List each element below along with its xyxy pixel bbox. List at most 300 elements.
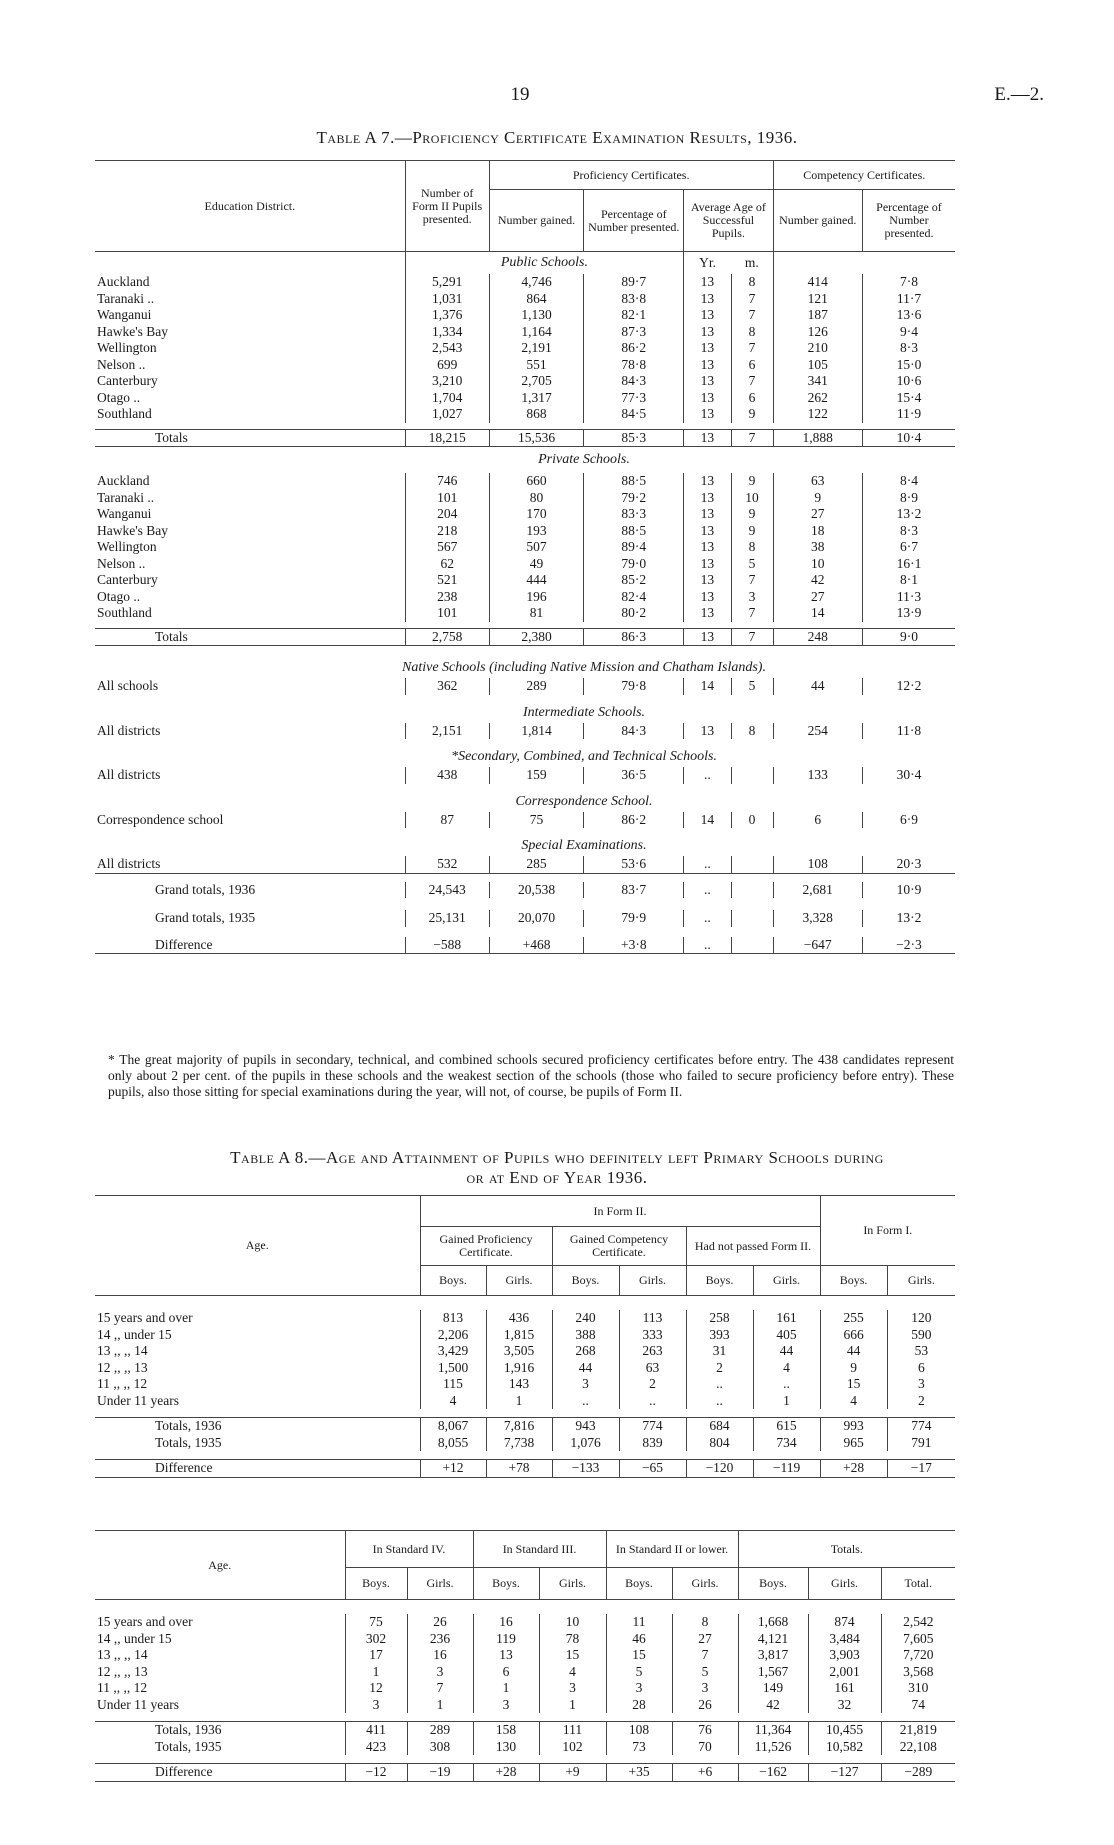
section-heading-row: [95, 252, 955, 275]
cell-value: 13: [684, 589, 731, 606]
cell-value: 2: [686, 1360, 753, 1377]
cell-value: 248: [773, 628, 862, 646]
cell-value: 13: [684, 291, 731, 308]
cell-value: 81: [489, 605, 584, 622]
cell-value: 53·6: [584, 856, 684, 873]
cell-value: 3: [552, 1376, 619, 1393]
cell-value: 258: [686, 1310, 753, 1327]
cell-value: 88·5: [584, 523, 684, 540]
cell-value: 84·5: [584, 406, 684, 423]
cell-value: 13: [684, 473, 731, 490]
cell-value: 1: [407, 1697, 473, 1714]
cell-value: 7: [731, 340, 773, 357]
table-row: [95, 605, 955, 622]
cell-value: 3,903: [808, 1647, 881, 1664]
cell-value: 210: [773, 340, 862, 357]
cell-value: 3,328: [773, 910, 862, 927]
cell-value: 44: [753, 1343, 820, 1360]
cell-value: 7: [407, 1680, 473, 1697]
cell-value: +78: [486, 1460, 552, 1478]
row-label: All districts: [97, 722, 161, 738]
totals-1935-row: [95, 1435, 955, 1452]
grp-gained-proficiency: Gained Proficiency Certificate.: [420, 1227, 552, 1266]
cell-value: 14: [684, 678, 731, 695]
difference-row: [95, 937, 955, 954]
cell-value: −133: [552, 1460, 619, 1478]
cell-value: −162: [738, 1764, 808, 1782]
cell-value: 102: [539, 1739, 606, 1756]
cell-value: 25,131: [405, 910, 489, 927]
special-row: [95, 856, 955, 873]
hdr-girls: Girls.: [753, 1266, 820, 1296]
cell-value: 1,027: [405, 406, 489, 423]
cell-value: 13: [684, 523, 731, 540]
cell-value: 108: [606, 1722, 672, 1739]
cell-value: 28: [606, 1697, 672, 1714]
cell-value: 2,380: [489, 628, 584, 646]
cell-value: 1: [753, 1393, 820, 1410]
cell-value: 13: [684, 324, 731, 341]
section-heading: Private Schools.: [538, 452, 630, 467]
hdr-boys: Boys.: [345, 1568, 407, 1600]
row-label: Otago ..: [97, 588, 141, 604]
row-label: 11 ,, ,, 12: [97, 1376, 148, 1391]
row-label: Totals, 1936: [95, 1418, 420, 1435]
cell-value: 27: [773, 589, 862, 606]
cell-value: 1,814: [489, 723, 584, 740]
spacer-cell: [95, 898, 955, 910]
cell-value: 943: [552, 1418, 619, 1435]
hdr-boys: Boys.: [820, 1266, 887, 1296]
table-row: [95, 539, 955, 556]
hdr-girls: Girls.: [619, 1266, 686, 1296]
col-presented: Number of Form II Pupils presented.: [405, 161, 489, 252]
table-row: [95, 1310, 955, 1327]
cell-value: 839: [619, 1435, 686, 1452]
age-unit-year: Yr.: [684, 252, 731, 275]
spacer-cell: [95, 828, 955, 836]
table-row: [95, 572, 955, 589]
spacer-cell: [95, 1451, 955, 1460]
totals-1935-row: [95, 1739, 955, 1756]
totals-row: [95, 429, 955, 447]
cell-value: 7·8: [862, 274, 955, 291]
table-row: [95, 1631, 955, 1648]
cell-value: 4,121: [738, 1631, 808, 1648]
spacer-cell: [95, 1755, 955, 1764]
cell-value: 12: [345, 1680, 407, 1697]
hdr-girls: Girls.: [539, 1568, 606, 1600]
table-row: [95, 390, 955, 407]
cell-value: −647: [773, 937, 862, 954]
table-a8-title-line2: or at End of Year 1936.: [466, 1168, 648, 1187]
cell-value: 9: [773, 490, 862, 507]
cell-value: 88·5: [584, 473, 684, 490]
cell-value: 26: [407, 1614, 473, 1631]
row-label: All schools: [97, 678, 159, 693]
row-label: Auckland: [97, 473, 150, 488]
hdr-boys: Boys.: [473, 1568, 539, 1600]
cell-value: 7: [731, 628, 773, 646]
col-p-gained: Number gained.: [489, 190, 584, 252]
table-row: [95, 340, 955, 357]
cell-value: 289: [489, 678, 584, 695]
cell-value: 84·3: [584, 723, 684, 740]
cell-value: 79·8: [584, 678, 684, 695]
cell-value: 20,538: [489, 882, 584, 899]
cell-value: +35: [606, 1764, 672, 1782]
spacer-row: [95, 1409, 955, 1418]
row-label: 15 years and over: [97, 1614, 193, 1629]
cell-value: 53: [887, 1343, 955, 1360]
table-a8-title-line1: Table A 8.—Age and Attainment of Pupils who definitely left Primary Schools during: [230, 1148, 884, 1167]
cell-value: 7,605: [881, 1631, 955, 1648]
cell-value: 77·3: [584, 390, 684, 407]
cell-value: 13: [684, 723, 731, 740]
cell-value: 1: [345, 1664, 407, 1681]
cell-value: 5: [606, 1664, 672, 1681]
spacer-row: [95, 1451, 955, 1460]
cell-value: 615: [753, 1418, 820, 1435]
cell-value: 126: [773, 324, 862, 341]
cell-value: 8·1: [862, 572, 955, 589]
col-c-pct: Percentage of Number presented.: [862, 190, 955, 252]
cell-value: 262: [773, 390, 862, 407]
table-row: [95, 1647, 955, 1664]
cell-value: 438: [405, 767, 489, 784]
cell-value: 10: [539, 1614, 606, 1631]
cell-value: 10·9: [862, 882, 955, 899]
cell-value: +12: [420, 1460, 486, 1478]
cell-value: 1,031: [405, 291, 489, 308]
cell-value: 79·9: [584, 910, 684, 927]
cell-value: −588: [405, 937, 489, 954]
grp-gained-competency: Gained Competency Certificate.: [552, 1227, 686, 1266]
row-label: Southland: [97, 406, 152, 421]
hdr-girls: Girls.: [672, 1568, 738, 1600]
cell-value: 1,164: [489, 324, 584, 341]
cell-value: 3: [407, 1664, 473, 1681]
table-row: [95, 490, 955, 507]
cell-value: ..: [684, 856, 731, 873]
cell-value: 13·6: [862, 307, 955, 324]
cell-value: 16: [407, 1647, 473, 1664]
spacer-cell: [95, 873, 955, 882]
col-c-gained: Number gained.: [773, 190, 862, 252]
cell-value: ..: [552, 1393, 619, 1410]
grand-total-1935-row: [95, 910, 955, 927]
table-a8-part2: [95, 1530, 955, 1782]
cell-value: 4: [539, 1664, 606, 1681]
correspondence-row: [95, 812, 955, 829]
row-label: Grand totals, 1936: [155, 881, 256, 897]
cell-value: 3: [731, 589, 773, 606]
section-heading: Special Examinations.: [521, 838, 647, 853]
cell-value: 7,738: [486, 1435, 552, 1452]
cell-value: 218: [405, 523, 489, 540]
cell-value: 8·9: [862, 490, 955, 507]
cell-value: 149: [738, 1680, 808, 1697]
cell-value: 21,819: [881, 1722, 955, 1739]
cell-value: 11·3: [862, 589, 955, 606]
cell-value: 13: [684, 274, 731, 291]
cell-value: 161: [808, 1680, 881, 1697]
table-row: [95, 1343, 955, 1360]
cell-value: 122: [773, 406, 862, 423]
cell-value: 18: [773, 523, 862, 540]
cell-value: ..: [686, 1376, 753, 1393]
cell-value: 660: [489, 473, 584, 490]
cell-value: 108: [773, 856, 862, 873]
cell-value: +9: [539, 1764, 606, 1782]
row-label: Auckland: [97, 274, 150, 289]
cell-value: 6: [731, 357, 773, 374]
cell-value: 308: [407, 1739, 473, 1756]
cell-value: 6·7: [862, 539, 955, 556]
row-label: Wellington: [97, 539, 157, 554]
cell-value: 1: [539, 1697, 606, 1714]
cell-value: 9: [731, 523, 773, 540]
cell-value: −119: [753, 1460, 820, 1478]
cell-value: 7: [731, 373, 773, 390]
cell-value: 532: [405, 856, 489, 873]
cell-value: 86·3: [584, 628, 684, 646]
row-label: 14 ,, under 15: [97, 1630, 172, 1646]
cell-value: 87: [405, 812, 489, 829]
col-age: Average Age of Successful Pupils.: [684, 190, 773, 252]
cell-value: 5,291: [405, 274, 489, 291]
cell-value: ..: [684, 882, 731, 899]
cell-value: 8: [731, 324, 773, 341]
cell-value: 3,210: [405, 373, 489, 390]
cell-value: 255: [820, 1310, 887, 1327]
row-label: Under 11 years: [97, 1392, 179, 1408]
cell-value: 121: [773, 291, 862, 308]
cell-value: 83·7: [584, 882, 684, 899]
hdr-boys: Boys.: [606, 1568, 672, 1600]
cell-value: 3: [672, 1680, 738, 1697]
totals-1936-row: [95, 1722, 955, 1739]
cell-value: 13: [684, 390, 731, 407]
table-row: [95, 324, 955, 341]
cell-value: 268: [552, 1343, 619, 1360]
cell-value: 8: [731, 274, 773, 291]
cell-value: 113: [619, 1310, 686, 1327]
cell-value: 13·2: [862, 506, 955, 523]
row-label: Totals: [95, 628, 405, 646]
spacer-row: [95, 695, 955, 703]
cell-value: 254: [773, 723, 862, 740]
cell-value: 13: [684, 490, 731, 507]
cell-value: −2·3: [862, 937, 955, 954]
row-label: 12 ,, ,, 13: [97, 1663, 148, 1679]
table-row: [95, 506, 955, 523]
cell-value: +28: [473, 1764, 539, 1782]
cell-value: 285: [489, 856, 584, 873]
cell-value: 13: [684, 572, 731, 589]
cell-value: 8·4: [862, 473, 955, 490]
spacer-cell: [95, 1409, 955, 1418]
spacer-row: [95, 646, 955, 659]
cell-value: 11·7: [862, 291, 955, 308]
cell-value: 3,429: [420, 1343, 486, 1360]
cell-value: 10: [731, 490, 773, 507]
cell-value: 101: [405, 490, 489, 507]
cell-value: 13: [684, 506, 731, 523]
spacer-row: [95, 1296, 955, 1311]
row-label: Canterbury: [97, 373, 158, 388]
native-row: [95, 678, 955, 695]
grp-not-passed: Had not passed Form II.: [686, 1227, 820, 1266]
row-label: Wanganui: [97, 506, 152, 521]
row-label: Correspondence school: [97, 811, 224, 827]
section-heading-row: [95, 747, 955, 767]
cell-value: 333: [619, 1327, 686, 1344]
cell-value: 105: [773, 357, 862, 374]
spacer-row: [95, 1713, 955, 1722]
cell-value: 362: [405, 678, 489, 695]
section-heading: *Secondary, Combined, and Technical Schools.: [451, 749, 717, 764]
spacer-cell: [95, 1296, 955, 1311]
cell-value: 804: [686, 1435, 753, 1452]
cell-value: 13: [684, 628, 731, 646]
spacer-row: [95, 1755, 955, 1764]
cell-value: 238: [405, 589, 489, 606]
spacer-row: [95, 873, 955, 882]
cell-value: 13: [684, 605, 731, 622]
cell-value: 86·2: [584, 340, 684, 357]
cell-value: 18,215: [405, 429, 489, 447]
difference-row: [95, 1460, 955, 1478]
cell-value: 240: [552, 1310, 619, 1327]
cell-value: 813: [420, 1310, 486, 1327]
cell-value: 32: [808, 1697, 881, 1714]
cell-value: 170: [489, 506, 584, 523]
grand-total-1936-row: [95, 882, 955, 899]
row-label: Canterbury: [97, 572, 158, 587]
cell-value: 6: [731, 390, 773, 407]
section-heading-row: [95, 792, 955, 812]
cell-value: 84·3: [584, 373, 684, 390]
table-row: [95, 274, 955, 291]
spacer-row: [95, 1600, 955, 1615]
cell-value: 13: [684, 406, 731, 423]
page-code: E.—2.: [994, 84, 1044, 105]
cell-value: 1,916: [486, 1360, 552, 1377]
cell-value: 864: [489, 291, 584, 308]
cell-value: 8·3: [862, 340, 955, 357]
cell-value: 38: [773, 539, 862, 556]
cell-value: 2,543: [405, 340, 489, 357]
grp-form1: In Form I.: [820, 1196, 955, 1266]
cell-value: 85·3: [584, 429, 684, 447]
cell-value: 14: [773, 605, 862, 622]
row-label: Grand totals, 1935: [155, 910, 256, 925]
spacer-row: [95, 898, 955, 910]
cell-value: 13: [684, 357, 731, 374]
cell-value: 5: [731, 678, 773, 695]
table-row: [95, 1680, 955, 1697]
cell-value: ..: [684, 937, 731, 954]
cell-value: 119: [473, 1631, 539, 1648]
cell-value: 4,746: [489, 274, 584, 291]
cell-value: 17: [345, 1647, 407, 1664]
table-row: [95, 1376, 955, 1393]
cell-value: 791: [887, 1435, 955, 1452]
grp-std3: In Standard III.: [473, 1531, 606, 1568]
cell-value: 20,070: [489, 910, 584, 927]
cell-value: 30·4: [862, 767, 955, 784]
cell-value: 159: [489, 767, 584, 784]
cell-value: 746: [405, 473, 489, 490]
cell-value: 507: [489, 539, 584, 556]
cell-value: 86·2: [584, 812, 684, 829]
cell-value: 1,317: [489, 390, 584, 407]
cell-value: 774: [619, 1418, 686, 1435]
cell-value: 63: [619, 1360, 686, 1377]
cell-value: 699: [405, 357, 489, 374]
cell-value: 13: [684, 307, 731, 324]
cell-value: 13: [473, 1647, 539, 1664]
cell-value: 684: [686, 1418, 753, 1435]
cell-value: 15: [606, 1647, 672, 1664]
totals-1936-row: [95, 1418, 955, 1435]
intermediate-row: [95, 723, 955, 740]
row-label: 13 ,, ,, 14: [97, 1647, 148, 1662]
row-label: Totals, 1935: [155, 1738, 222, 1754]
secondary-row: [95, 767, 955, 784]
cell-value: 9: [731, 406, 773, 423]
col-district: Education District.: [95, 161, 405, 252]
cell-value: 44: [773, 678, 862, 695]
cell-value: −19: [407, 1764, 473, 1782]
cell-value: 111: [539, 1722, 606, 1739]
row-label: Hawke's Bay: [97, 323, 169, 339]
cell-value: 133: [773, 767, 862, 784]
cell-value: 1,376: [405, 307, 489, 324]
cell-value: 70: [672, 1739, 738, 1756]
cell-value: ..: [684, 910, 731, 927]
spacer-row: [95, 927, 955, 937]
table-row: [95, 589, 955, 606]
cell-value: 204: [405, 506, 489, 523]
section-heading-row: [95, 703, 955, 723]
cell-value: [731, 882, 773, 899]
table-row: [95, 373, 955, 390]
cell-value: +6: [672, 1764, 738, 1782]
cell-value: 7: [731, 572, 773, 589]
hdr-boys: Boys.: [420, 1266, 486, 1296]
cell-value: 2,542: [881, 1614, 955, 1631]
cell-value: [731, 910, 773, 927]
cell-value: 62: [405, 556, 489, 573]
row-label: Difference: [95, 1764, 345, 1782]
cell-value: 7,816: [486, 1418, 552, 1435]
cell-value: 436: [486, 1310, 552, 1327]
spacer-cell: [95, 1600, 955, 1615]
cell-value: 75: [489, 812, 584, 829]
table-row: [95, 473, 955, 490]
cell-value: 15: [820, 1376, 887, 1393]
cell-value: 1,076: [552, 1435, 619, 1452]
cell-value: 143: [486, 1376, 552, 1393]
cell-value: 3: [473, 1697, 539, 1714]
cell-value: 6·9: [862, 812, 955, 829]
cell-value: 1,815: [486, 1327, 552, 1344]
cell-value: 16: [473, 1614, 539, 1631]
table-row: [95, 406, 955, 423]
cell-value: 341: [773, 373, 862, 390]
